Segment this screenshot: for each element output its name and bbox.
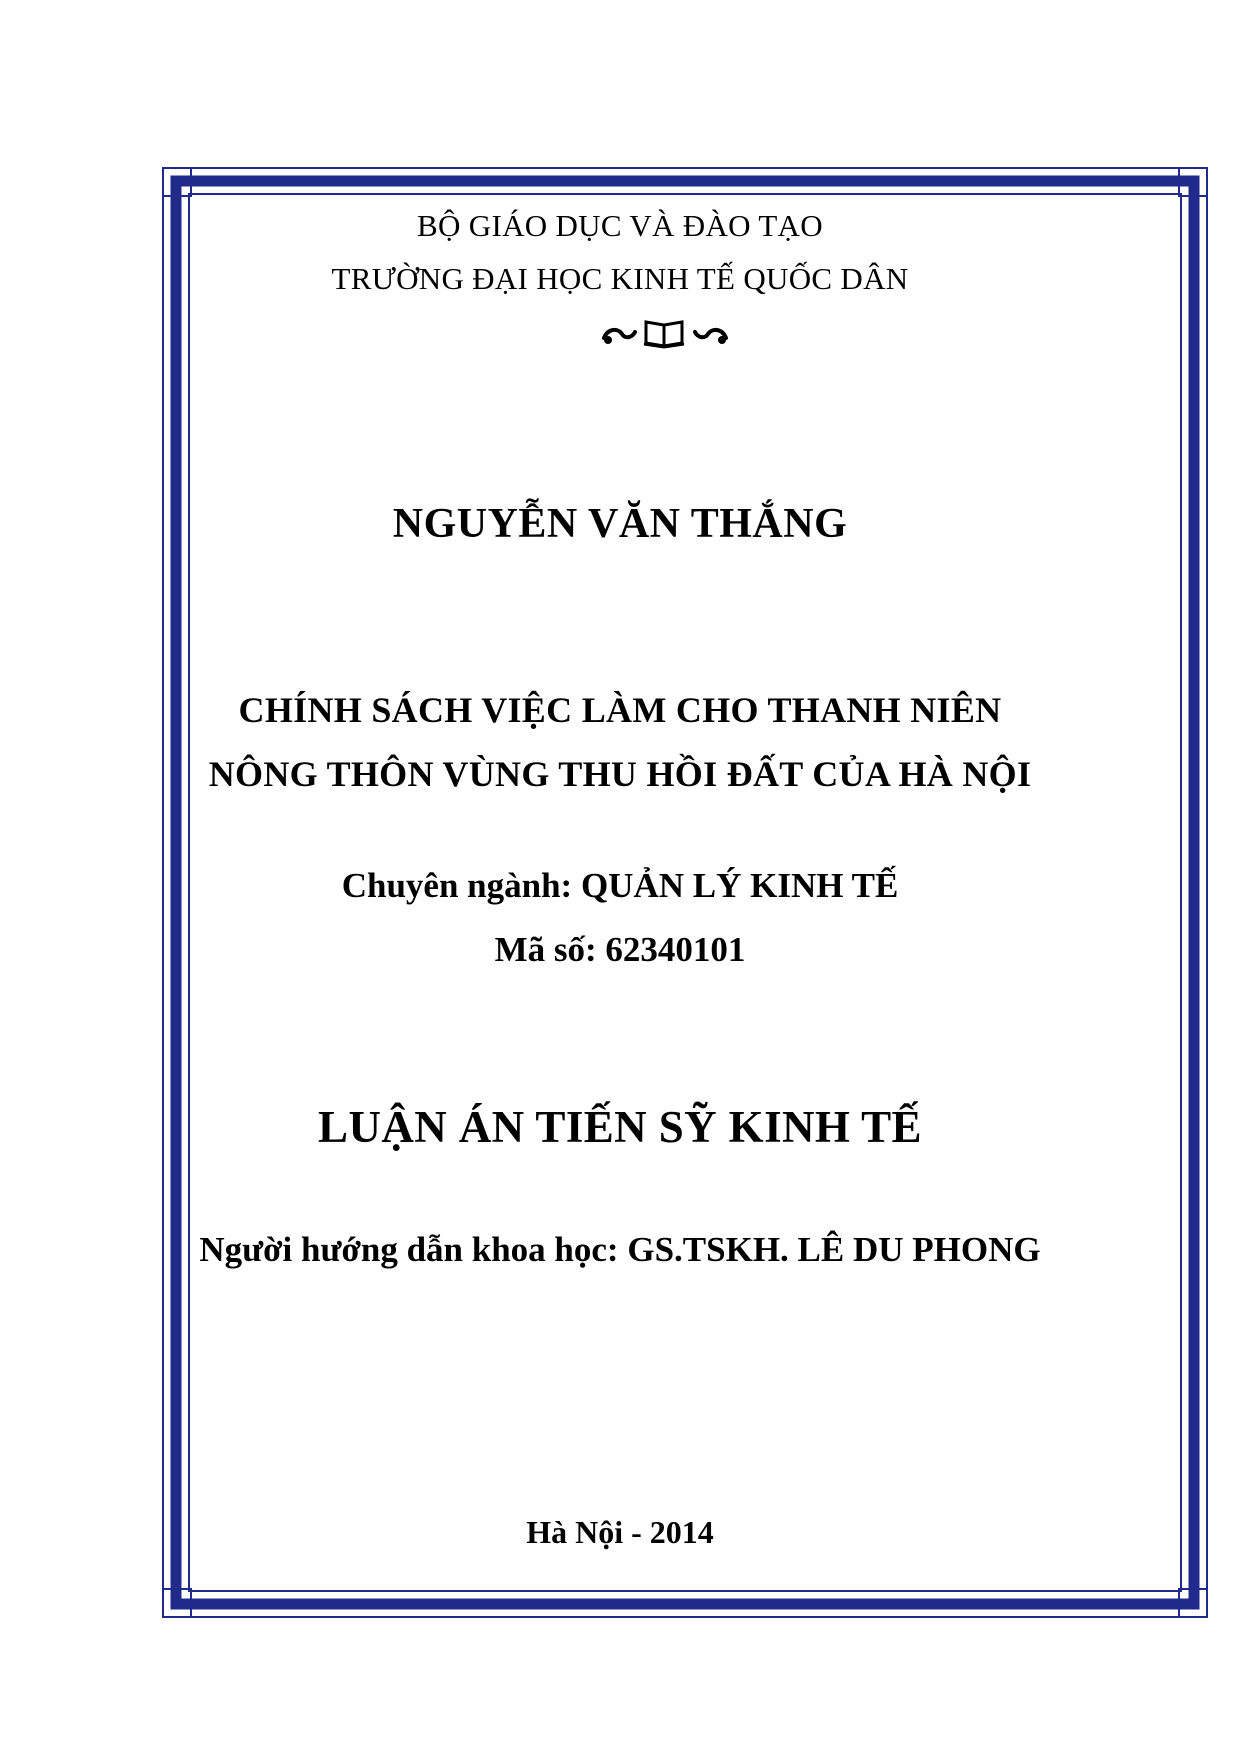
specialization-label: Chuyên ngành: QUẢN LÝ KINH TẾ	[341, 866, 899, 905]
university-name: TRƯỜNG ĐẠI HỌC KINH TẾ QUỐC DÂN	[331, 261, 909, 296]
thesis-title-line-2: NÔNG THÔN VÙNG THU HỒI ĐẤT CỦA HÀ NỘI	[208, 754, 1032, 794]
book-ornament-icon	[600, 316, 730, 350]
ministry-name: BỘ GIÁO DỤC VÀ ĐÀO TẠO	[417, 208, 823, 243]
degree-title: LUẬN ÁN TIẾN SỸ KINH TẾ	[318, 1102, 922, 1152]
specialization-code: Mã số: 62340101	[494, 930, 746, 969]
author-name: NGUYỄN VĂN THẮNG	[392, 501, 848, 547]
advisor-line: Người hướng dẫn khoa học: GS.TSKH. LÊ DU PHONG	[199, 1230, 1041, 1269]
thesis-title-line-1: CHÍNH SÁCH VIỆC LÀM CHO THANH NIÊN	[238, 690, 1002, 730]
place-and-year: Hà Nội - 2014	[526, 1514, 714, 1550]
